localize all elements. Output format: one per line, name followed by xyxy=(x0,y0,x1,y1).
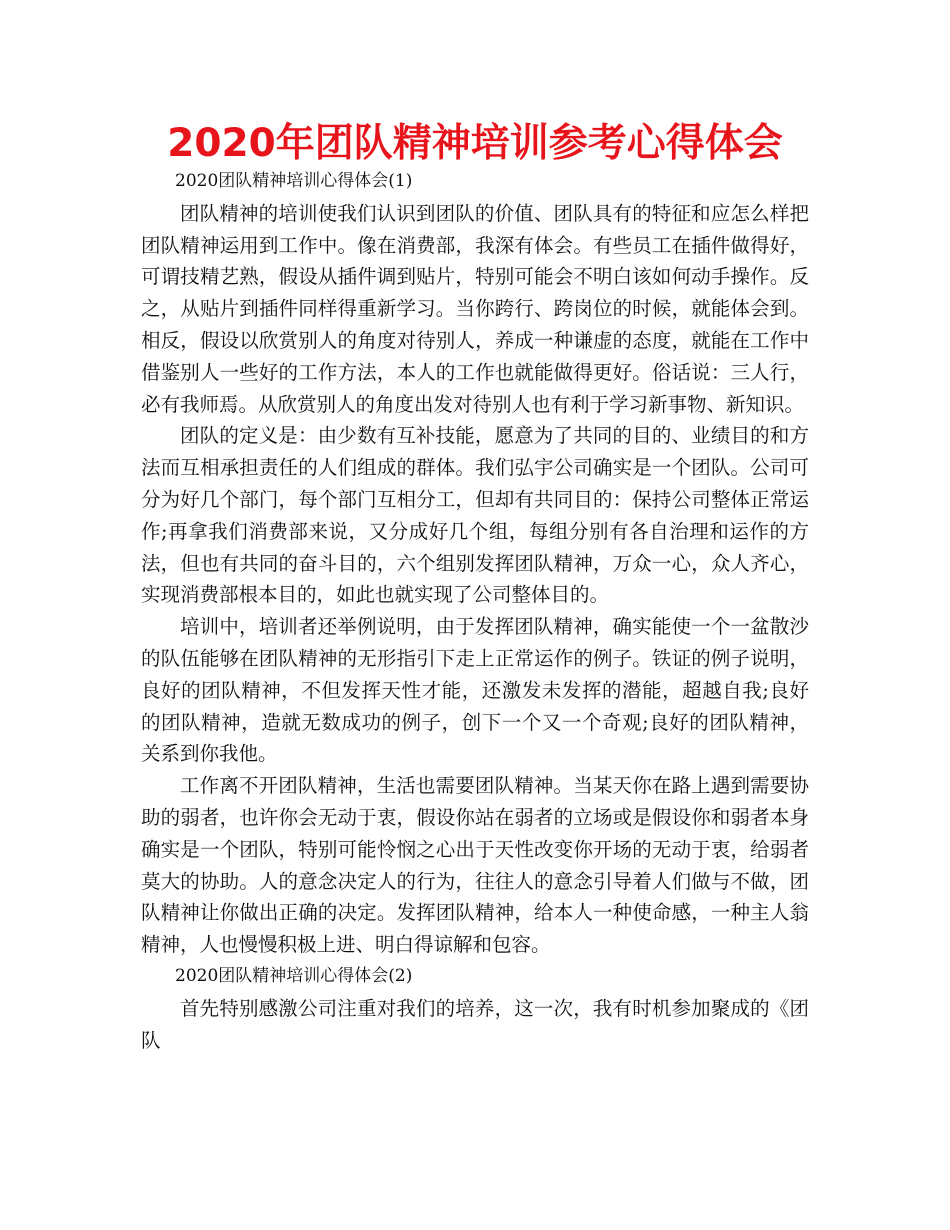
paragraph-1: 团队精神的培训使我们认识到团队的价值、团队具有的特征和应怎么样把团队精神运用到工作中。像在消费部，我深有体会。有些员工在插件做得好，可谓技精艺熟，假设从插件调到贴片，特别可能会不明白该如何动手操作。反之，从贴片到插件同样得重新学习。当你跨行、跨岗位的时候，就能体会到。相反，假设以欣赏别人的角度对待别人，养成一种谦虚的态度，就能在工作中借鉴别人一些好的工作方法，本人的工作也就能做得更好。俗话说：三人行，必有我师焉。从欣赏别人的角度出发对待别人也有利于学习新事物、新知识。 xyxy=(141,201,809,416)
section-heading-2: 2020团队精神培训心得体会(2) xyxy=(175,965,413,986)
paragraph-5: 首先特别感激公司注重对我们的培养，这一次，我有时机参加聚成的《团队 xyxy=(141,996,809,1052)
paragraph-2: 团队的定义是：由少数有互补技能，愿意为了共同的目的、业绩目的和方法而互相承担责任的人们组成的群体。我们弘宇公司确实是一个团队。公司可分为好几个部门，每个部门互相分工，但却有共同目的：保持公司整体正常运作;再拿我们消费部来说，又分成好几个组，每组分别有各自治理和运作的方法，但也有共同的奋斗目的，六个组别发挥团队精神，万众一心，众人齐心，实现消费部根本目的，如此也就实现了公司整体目的。 xyxy=(141,424,809,607)
document-body xyxy=(141,166,809,1056)
paragraph-3: 培训中，培训者还举例说明，由于发挥团队精神，确实能使一个一盆散沙的队伍能够在团队精神的无形指引下走上正常运作的例子。铁证的例子说明，良好的团队精神，不但发挥天性才能，还激发未发挥的潜能，超越自我;良好的团队精神，造就无数成功的例子，创下一个又一个奇观;良好的团队精神，关系到你我他。 xyxy=(141,615,809,766)
section-heading-1: 2020团队精神培训心得体会(1) xyxy=(175,171,413,191)
paragraph-4: 工作离不开团队精神，生活也需要团队精神。当某天你在路上遇到需要协助的弱者，也许你会无动于衷，假设你站在弱者的立场或是假设你和弱者本身确实是一个团队，特别可能怜悯之心出于天性改变你开场的无动于衷，给弱者莫大的协助。人的意念决定人的行为，往往人的意念引导着人们做与不做，团队精神让你做出正确的决定。发挥团队精神，给本人一种使命感，一种主人翁精神，人也慢慢积极上进、明白得谅解和包容。 xyxy=(141,774,809,957)
page-title: 2020年团队精神培训参考心得体会 xyxy=(167,121,783,166)
